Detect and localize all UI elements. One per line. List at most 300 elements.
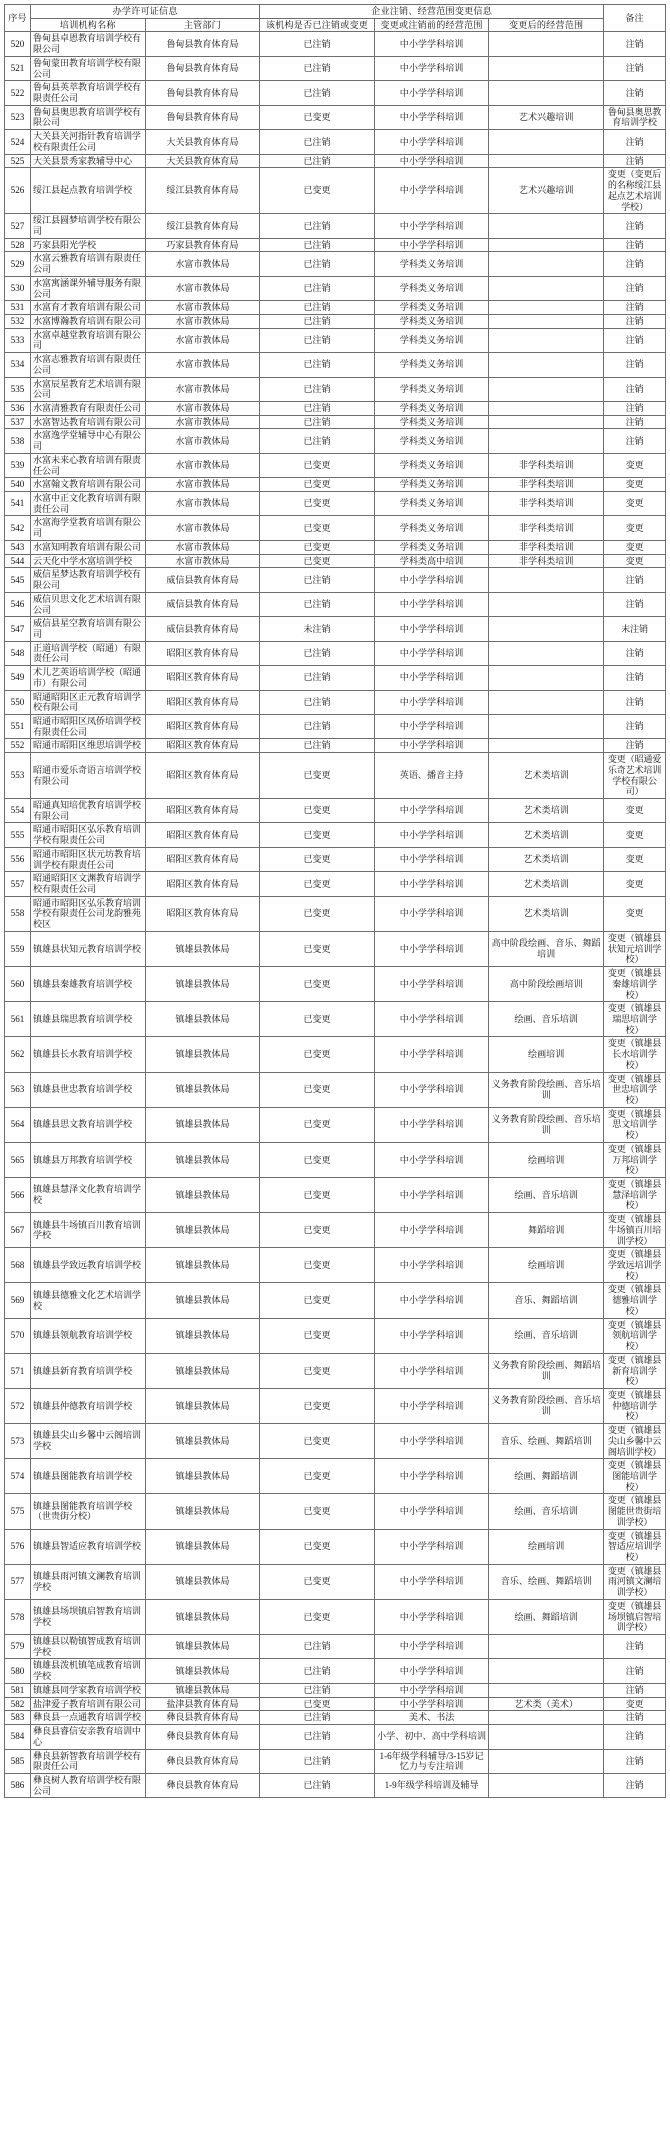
- cell-remark: 变更: [604, 554, 666, 568]
- cell-supervising-department: 昭阳区教育体育局: [145, 714, 260, 738]
- cell-scope-before-change: 中小学学科培训: [374, 1635, 489, 1659]
- table-row: [5, 799, 666, 823]
- cell-institution-name: 鲁甸县奥思教育培训学校有限公司: [31, 105, 146, 129]
- cell-scope-before-change: 学科类义务培训: [374, 301, 489, 315]
- cell-scope-before-change: 学科类义务培训: [374, 516, 489, 540]
- cell-registration-status: 已变更: [260, 753, 375, 799]
- cell-scope-before-change: 中小学学科培训: [374, 847, 489, 871]
- table-row: [5, 1659, 666, 1683]
- cell-institution-name: 镇雄县学致远教育培训学校: [31, 1248, 146, 1283]
- cell-remark: 变更（镇雄县状知元培训学校）: [604, 931, 666, 966]
- cell-registration-status: 已变更: [260, 1037, 375, 1072]
- table-row: [5, 1037, 666, 1072]
- cell-scope-before-change: 学科类义务培训: [374, 314, 489, 328]
- cell-supervising-department: 威信县教育体育局: [145, 568, 260, 592]
- cell-remark: 变更: [604, 1697, 666, 1711]
- cell-registration-status: 已注销: [260, 1749, 375, 1773]
- cell-scope-before-change: 中小学学科培训: [374, 56, 489, 80]
- cell-remark: 注销: [604, 641, 666, 665]
- cell-institution-name: 水富智达教育培训有限公司: [31, 415, 146, 429]
- cell-remark: 变更: [604, 896, 666, 931]
- cell-row-index: 522: [5, 81, 31, 105]
- table-row: [5, 1424, 666, 1459]
- cell-registration-status: 已注销: [260, 1683, 375, 1697]
- cell-scope-after-change: 非学科类培训: [489, 554, 604, 568]
- cell-row-index: 535: [5, 377, 31, 401]
- cell-institution-name: 昭通市昭阳区维思培训学校: [31, 739, 146, 753]
- cell-institution-name: 镇雄县场坝镇启智教育培训学校: [31, 1599, 146, 1634]
- cell-row-index: 543: [5, 540, 31, 554]
- table-row: [5, 214, 666, 238]
- cell-registration-status: 已变更: [260, 1459, 375, 1494]
- cell-scope-after-change: 绘画、音乐培训: [489, 1318, 604, 1353]
- cell-supervising-department: 昭阳区教育体育局: [145, 666, 260, 690]
- cell-institution-name: 水富翰文教育培训有限公司: [31, 478, 146, 492]
- cell-institution-name: 镇雄县瑞思教育培训学校: [31, 1002, 146, 1037]
- cell-scope-before-change: 中小学学科培训: [374, 690, 489, 714]
- cell-row-index: 558: [5, 896, 31, 931]
- cell-scope-before-change: 中小学学科培训: [374, 1353, 489, 1388]
- cell-institution-name: 镇雄县秦雄教育培训学校: [31, 967, 146, 1002]
- cell-remark: 变更（镇雄县德雅培训学校）: [604, 1283, 666, 1318]
- table-row: [5, 554, 666, 568]
- cell-remark: 注销: [604, 214, 666, 238]
- cell-scope-after-change: [489, 314, 604, 328]
- table-row: [5, 1749, 666, 1773]
- cell-institution-name: 镇雄县领航教育培训学校: [31, 1318, 146, 1353]
- cell-scope-after-change: 义务教育阶段绘画、音乐培训: [489, 1388, 604, 1423]
- cell-row-index: 547: [5, 617, 31, 641]
- cell-scope-after-change: [489, 56, 604, 80]
- cell-supervising-department: 水富市教体局: [145, 540, 260, 554]
- cell-supervising-department: 彝良县教育体育局: [145, 1773, 260, 1797]
- cell-scope-after-change: [489, 214, 604, 238]
- cell-scope-after-change: 音乐、绘画、舞蹈培训: [489, 1424, 604, 1459]
- cell-scope-before-change: 中小学学科培训: [374, 666, 489, 690]
- table-row: [5, 168, 666, 214]
- cell-registration-status: 已变更: [260, 478, 375, 492]
- cell-registration-status: 已注销: [260, 301, 375, 315]
- cell-scope-after-change: 绘画、舞蹈培训: [489, 1459, 604, 1494]
- cell-scope-after-change: [489, 353, 604, 377]
- cell-remark: 注销: [604, 130, 666, 154]
- cell-remark: 注销: [604, 1749, 666, 1773]
- cell-supervising-department: 昭阳区教育体育局: [145, 823, 260, 847]
- cell-scope-before-change: 中小学学科培训: [374, 1107, 489, 1142]
- cell-registration-status: 已注销: [260, 739, 375, 753]
- cell-remark: 注销: [604, 592, 666, 616]
- cell-scope-before-change: 中小学学科培训: [374, 81, 489, 105]
- cell-remark: 注销: [604, 714, 666, 738]
- cell-registration-status: 已注销: [260, 328, 375, 352]
- column-header-institution-name: 培训机构名称: [31, 18, 146, 32]
- cell-institution-name: 水富未来心教育培训有限责任公司: [31, 453, 146, 477]
- cell-registration-status: 已注销: [260, 214, 375, 238]
- cell-row-index: 585: [5, 1749, 31, 1773]
- cell-row-index: 533: [5, 328, 31, 352]
- cell-remark: 注销: [604, 252, 666, 276]
- table-row: [5, 1318, 666, 1353]
- cell-registration-status: 已变更: [260, 1142, 375, 1177]
- cell-scope-before-change: 学科类义务培训: [374, 415, 489, 429]
- cell-remark: 变更（镇雄县图能世贵街培训学校）: [604, 1494, 666, 1529]
- cell-supervising-department: 昭阳区教育体育局: [145, 690, 260, 714]
- cell-supervising-department: 镇雄县教体局: [145, 931, 260, 966]
- cell-institution-name: 彝良县一点通教育培训学校: [31, 1711, 146, 1725]
- cell-supervising-department: 镇雄县教体局: [145, 1659, 260, 1683]
- cell-registration-status: 已变更: [260, 1248, 375, 1283]
- cell-scope-before-change: 中小学学科培训: [374, 1178, 489, 1213]
- cell-scope-after-change: [489, 276, 604, 300]
- cell-supervising-department: 鲁甸县教育体育局: [145, 105, 260, 129]
- cell-remark: 变更: [604, 799, 666, 823]
- column-header-scope-after: 变更后的经营范围: [489, 18, 604, 32]
- cell-institution-name: 彝良县新智教育培训学校有限责任公司: [31, 1749, 146, 1773]
- cell-scope-before-change: 中小学学科培训: [374, 1659, 489, 1683]
- cell-institution-name: 昭通市昭阳区弘乐教育培训学校有限责任公司龙韵雅苑校区: [31, 896, 146, 931]
- table-row: [5, 739, 666, 753]
- cell-row-index: 532: [5, 314, 31, 328]
- cell-row-index: 540: [5, 478, 31, 492]
- cell-registration-status: 已注销: [260, 276, 375, 300]
- cell-row-index: 528: [5, 238, 31, 252]
- cell-supervising-department: 镇雄县教体局: [145, 1037, 260, 1072]
- cell-scope-after-change: [489, 415, 604, 429]
- cell-institution-name: 水富中正文化教育培训有限责任公司: [31, 492, 146, 516]
- cell-institution-name: 水富云雅教育培训有限责任公司: [31, 252, 146, 276]
- cell-scope-after-change: [489, 592, 604, 616]
- cell-registration-status: 已注销: [260, 429, 375, 453]
- cell-scope-before-change: 中小学学科培训: [374, 896, 489, 931]
- cell-scope-after-change: [489, 154, 604, 168]
- table-row: [5, 56, 666, 80]
- cell-registration-status: 已变更: [260, 1424, 375, 1459]
- cell-registration-status: 已变更: [260, 554, 375, 568]
- cell-institution-name: 昭通真知培优教育培训学校有限公司: [31, 799, 146, 823]
- table-row: [5, 1283, 666, 1318]
- cell-remark: 注销: [604, 314, 666, 328]
- cell-institution-name: 镇雄县长水教育培训学校: [31, 1037, 146, 1072]
- cell-scope-before-change: 美术、书法: [374, 1711, 489, 1725]
- cell-row-index: 545: [5, 568, 31, 592]
- cell-scope-before-change: 中小学学科培训: [374, 1318, 489, 1353]
- table-row: [5, 1388, 666, 1423]
- cell-registration-status: 已注销: [260, 154, 375, 168]
- table-row: [5, 32, 666, 56]
- cell-registration-status: 已注销: [260, 1773, 375, 1797]
- cell-remark: 变更（镇雄县尖山乡馨中云阁培训学校）: [604, 1424, 666, 1459]
- cell-remark: 注销: [604, 739, 666, 753]
- cell-remark: 注销: [604, 690, 666, 714]
- cell-supervising-department: 绥江县教育体育局: [145, 168, 260, 214]
- cell-institution-name: 水富逸学堂辅导中心有限公司: [31, 429, 146, 453]
- cell-supervising-department: 大关县教育体育局: [145, 154, 260, 168]
- cell-supervising-department: 镇雄县教体局: [145, 1142, 260, 1177]
- table-row: [5, 353, 666, 377]
- cell-scope-before-change: 学科类义务培训: [374, 252, 489, 276]
- cell-supervising-department: 鲁甸县教育体育局: [145, 32, 260, 56]
- cell-remark: 注销: [604, 1683, 666, 1697]
- cell-supervising-department: 威信县教育体育局: [145, 617, 260, 641]
- cell-institution-name: 镇雄县以勒镇智成教育培训学校: [31, 1635, 146, 1659]
- table-row: [5, 276, 666, 300]
- cell-scope-after-change: 艺术类培训: [489, 896, 604, 931]
- cell-supervising-department: 镇雄县教体局: [145, 1564, 260, 1599]
- cell-scope-after-change: 高中阶段绘画、音乐、舞蹈培训: [489, 931, 604, 966]
- cell-registration-status: 已注销: [260, 314, 375, 328]
- table-header-sub-row: [5, 18, 666, 32]
- cell-registration-status: 已注销: [260, 32, 375, 56]
- cell-row-index: 554: [5, 799, 31, 823]
- cell-remark: 注销: [604, 415, 666, 429]
- cell-supervising-department: 镇雄县教体局: [145, 1002, 260, 1037]
- cell-scope-before-change: 中小学学科培训: [374, 967, 489, 1002]
- cell-registration-status: 已变更: [260, 1318, 375, 1353]
- table-row: [5, 1494, 666, 1529]
- cell-scope-before-change: 中小学学科培训: [374, 238, 489, 252]
- column-header-remark: 备注: [604, 5, 666, 32]
- cell-row-index: 557: [5, 872, 31, 896]
- cell-institution-name: 大关县景秀家教辅导中心: [31, 154, 146, 168]
- cell-institution-name: 镇雄县新育教育培训学校: [31, 1353, 146, 1388]
- cell-institution-name: 昭通昭阳区正元教育培训学校有限公司: [31, 690, 146, 714]
- cell-row-index: 565: [5, 1142, 31, 1177]
- cell-institution-name: 镇雄县雨河镇文澜教育培训学校: [31, 1564, 146, 1599]
- cell-scope-before-change: 小学、初中、高中学科培训: [374, 1725, 489, 1749]
- cell-registration-status: 已变更: [260, 1388, 375, 1423]
- cell-scope-after-change: 绘画培训: [489, 1142, 604, 1177]
- cell-supervising-department: 水富市教体局: [145, 276, 260, 300]
- cell-scope-after-change: 非学科类培训: [489, 540, 604, 554]
- cell-scope-before-change: 中小学学科培训: [374, 130, 489, 154]
- cell-scope-before-change: 中小学学科培训: [374, 568, 489, 592]
- cell-supervising-department: 水富市教体局: [145, 402, 260, 416]
- cell-registration-status: 已变更: [260, 1283, 375, 1318]
- cell-registration-status: 已变更: [260, 967, 375, 1002]
- cell-scope-after-change: [489, 130, 604, 154]
- cell-scope-after-change: 绘画培训: [489, 1248, 604, 1283]
- cell-supervising-department: 水富市教体局: [145, 328, 260, 352]
- cell-registration-status: 已变更: [260, 1599, 375, 1634]
- cell-institution-name: 昭通市昭阳区弘乐教育培训学校有限责任公司: [31, 823, 146, 847]
- cell-row-index: 562: [5, 1037, 31, 1072]
- cell-remark: 变更（镇雄县仲德培训学校）: [604, 1388, 666, 1423]
- cell-registration-status: 已注销: [260, 402, 375, 416]
- cell-scope-before-change: 中小学学科培训: [374, 823, 489, 847]
- cell-scope-before-change: 中小学学科培训: [374, 1683, 489, 1697]
- cell-registration-status: 已变更: [260, 1178, 375, 1213]
- cell-scope-before-change: 中小学学科培训: [374, 1494, 489, 1529]
- cell-institution-name: 正道培训学校（昭通）有限责任公司: [31, 641, 146, 665]
- cell-scope-before-change: 学科类义务培训: [374, 540, 489, 554]
- cell-row-index: 578: [5, 1599, 31, 1634]
- cell-remark: 注销: [604, 32, 666, 56]
- table-row: [5, 641, 666, 665]
- cell-remark: 变更（镇雄县智适应培训学校）: [604, 1529, 666, 1564]
- cell-registration-status: 已注销: [260, 238, 375, 252]
- cell-institution-name: 水富卓越堂教育培训有限公司: [31, 328, 146, 352]
- cell-scope-before-change: 中小学学科培训: [374, 592, 489, 616]
- cell-scope-after-change: 非学科类培训: [489, 453, 604, 477]
- cell-registration-status: 已注销: [260, 641, 375, 665]
- cell-row-index: 541: [5, 492, 31, 516]
- cell-supervising-department: 镇雄县教体局: [145, 1388, 260, 1423]
- cell-row-index: 586: [5, 1773, 31, 1797]
- cell-remark: 变更: [604, 872, 666, 896]
- cell-row-index: 561: [5, 1002, 31, 1037]
- cell-scope-after-change: 艺术兴趣培训: [489, 168, 604, 214]
- cell-row-index: 527: [5, 214, 31, 238]
- cell-scope-after-change: [489, 690, 604, 714]
- cell-row-index: 520: [5, 32, 31, 56]
- cell-registration-status: 已注销: [260, 1659, 375, 1683]
- cell-scope-after-change: 艺术类培训: [489, 799, 604, 823]
- table-row: [5, 429, 666, 453]
- cell-remark: 变更（镇雄县长水培训学校）: [604, 1037, 666, 1072]
- table-row: [5, 402, 666, 416]
- cell-institution-name: 威信贝思文化艺术培训有限公司: [31, 592, 146, 616]
- table-row: [5, 666, 666, 690]
- cell-supervising-department: 水富市教体局: [145, 353, 260, 377]
- cell-scope-before-change: 中小学学科培训: [374, 617, 489, 641]
- cell-supervising-department: 水富市教体局: [145, 415, 260, 429]
- table-row: [5, 714, 666, 738]
- cell-institution-name: 大关县关河指针教育培训学校有限责任公司: [31, 130, 146, 154]
- cell-institution-name: 镇雄县慧泽文化教育培训学校: [31, 1178, 146, 1213]
- cell-row-index: 570: [5, 1318, 31, 1353]
- cell-scope-after-change: [489, 1711, 604, 1725]
- cell-supervising-department: 镇雄县教体局: [145, 1178, 260, 1213]
- cell-registration-status: 已变更: [260, 168, 375, 214]
- cell-scope-before-change: 中小学学科培训: [374, 1424, 489, 1459]
- cell-supervising-department: 大关县教育体育局: [145, 130, 260, 154]
- cell-scope-after-change: [489, 1773, 604, 1797]
- cell-scope-after-change: [489, 641, 604, 665]
- cell-remark: 注销: [604, 1659, 666, 1683]
- cell-remark: 注销: [604, 1725, 666, 1749]
- cell-scope-after-change: 绘画、音乐培训: [489, 1002, 604, 1037]
- cell-scope-after-change: [489, 429, 604, 453]
- cell-remark: 变更: [604, 823, 666, 847]
- cell-scope-before-change: 中小学学科培训: [374, 214, 489, 238]
- cell-remark: 变更（镇雄县雨河镇文澜培训学校）: [604, 1564, 666, 1599]
- cell-row-index: 564: [5, 1107, 31, 1142]
- cell-remark: 未注销: [604, 617, 666, 641]
- cell-registration-status: 已注销: [260, 690, 375, 714]
- table-row: [5, 415, 666, 429]
- cell-scope-before-change: 学科类义务培训: [374, 353, 489, 377]
- cell-scope-after-change: [489, 238, 604, 252]
- cell-remark: 变更（镇雄县秦雄培训学校）: [604, 967, 666, 1002]
- cell-remark: 变更: [604, 478, 666, 492]
- table-body: [5, 32, 666, 1798]
- cell-supervising-department: 镇雄县教体局: [145, 1424, 260, 1459]
- table-row: [5, 1107, 666, 1142]
- cell-scope-after-change: 艺术类培训: [489, 753, 604, 799]
- cell-supervising-department: 水富市教体局: [145, 492, 260, 516]
- cell-scope-before-change: 英语、播音主持: [374, 753, 489, 799]
- cell-scope-before-change: 学科类义务培训: [374, 453, 489, 477]
- cell-row-index: 548: [5, 641, 31, 665]
- cell-row-index: 531: [5, 301, 31, 315]
- table-row: [5, 1002, 666, 1037]
- table-row: [5, 568, 666, 592]
- cell-scope-before-change: 中小学学科培训: [374, 1037, 489, 1072]
- cell-supervising-department: 威信县教育体育局: [145, 592, 260, 616]
- cell-supervising-department: 鲁甸县教育体育局: [145, 81, 260, 105]
- cell-scope-after-change: 艺术类培训: [489, 823, 604, 847]
- cell-institution-name: 镇雄县思文教育培训学校: [31, 1107, 146, 1142]
- cell-row-index: 567: [5, 1213, 31, 1248]
- table-row: [5, 1725, 666, 1749]
- cell-scope-after-change: [489, 252, 604, 276]
- cell-registration-status: 未注销: [260, 617, 375, 641]
- cell-scope-before-change: 中小学学科培训: [374, 799, 489, 823]
- cell-registration-status: 已变更: [260, 1353, 375, 1388]
- cell-registration-status: 已注销: [260, 415, 375, 429]
- cell-scope-after-change: 艺术类培训: [489, 847, 604, 871]
- cell-row-index: 572: [5, 1388, 31, 1423]
- cell-registration-status: 已注销: [260, 130, 375, 154]
- cell-remark: 变更（镇雄县慧泽培训学校）: [604, 1178, 666, 1213]
- table-row: [5, 492, 666, 516]
- table-row: [5, 105, 666, 129]
- cell-scope-after-change: [489, 568, 604, 592]
- cell-supervising-department: 水富市教体局: [145, 377, 260, 401]
- cell-institution-name: 昭通市爱乐奇语言培训学校有限公司: [31, 753, 146, 799]
- cell-scope-after-change: 非学科类培训: [489, 492, 604, 516]
- cell-institution-name: 镇雄县德雅文化艺术培训学校: [31, 1283, 146, 1318]
- cell-scope-after-change: 舞蹈培训: [489, 1213, 604, 1248]
- cell-institution-name: 巧家县阳光学校: [31, 238, 146, 252]
- cell-row-index: 582: [5, 1697, 31, 1711]
- cell-supervising-department: 水富市教体局: [145, 314, 260, 328]
- cell-row-index: 544: [5, 554, 31, 568]
- cell-registration-status: 已变更: [260, 931, 375, 966]
- cell-remark: 变更（镇雄县领航培训学校）: [604, 1318, 666, 1353]
- cell-registration-status: 已注销: [260, 1711, 375, 1725]
- training-institutions-table: [4, 4, 666, 1798]
- table-row: [5, 1697, 666, 1711]
- cell-scope-after-change: 义务教育阶段绘画、音乐培训: [489, 1072, 604, 1107]
- cell-row-index: 571: [5, 1353, 31, 1388]
- cell-registration-status: 已注销: [260, 81, 375, 105]
- cell-supervising-department: 水富市教体局: [145, 453, 260, 477]
- cell-registration-status: 已注销: [260, 666, 375, 690]
- cell-remark: 注销: [604, 154, 666, 168]
- table-row: [5, 753, 666, 799]
- table-row: [5, 1459, 666, 1494]
- cell-remark: 注销: [604, 328, 666, 352]
- cell-institution-name: 绥江县起点教育培训学校: [31, 168, 146, 214]
- cell-supervising-department: 镇雄县教体局: [145, 1107, 260, 1142]
- cell-institution-name: 云天化中学水富培训学校: [31, 554, 146, 568]
- cell-registration-status: 已变更: [260, 105, 375, 129]
- cell-supervising-department: 镇雄县教体局: [145, 1283, 260, 1318]
- cell-scope-before-change: 中小学学科培训: [374, 105, 489, 129]
- cell-registration-status: 已变更: [260, 1564, 375, 1599]
- cell-institution-name: 镇雄县世忠教育培训学校: [31, 1072, 146, 1107]
- cell-row-index: 581: [5, 1683, 31, 1697]
- cell-supervising-department: 昭阳区教育体育局: [145, 753, 260, 799]
- cell-remark: 变更（镇雄县万邦培训学校）: [604, 1142, 666, 1177]
- table-row: [5, 301, 666, 315]
- cell-scope-before-change: 学科类义务培训: [374, 377, 489, 401]
- table-row: [5, 1683, 666, 1697]
- cell-remark: 变更（镇雄县学致远培训学校）: [604, 1248, 666, 1283]
- cell-remark: 变更: [604, 847, 666, 871]
- table-row: [5, 1178, 666, 1213]
